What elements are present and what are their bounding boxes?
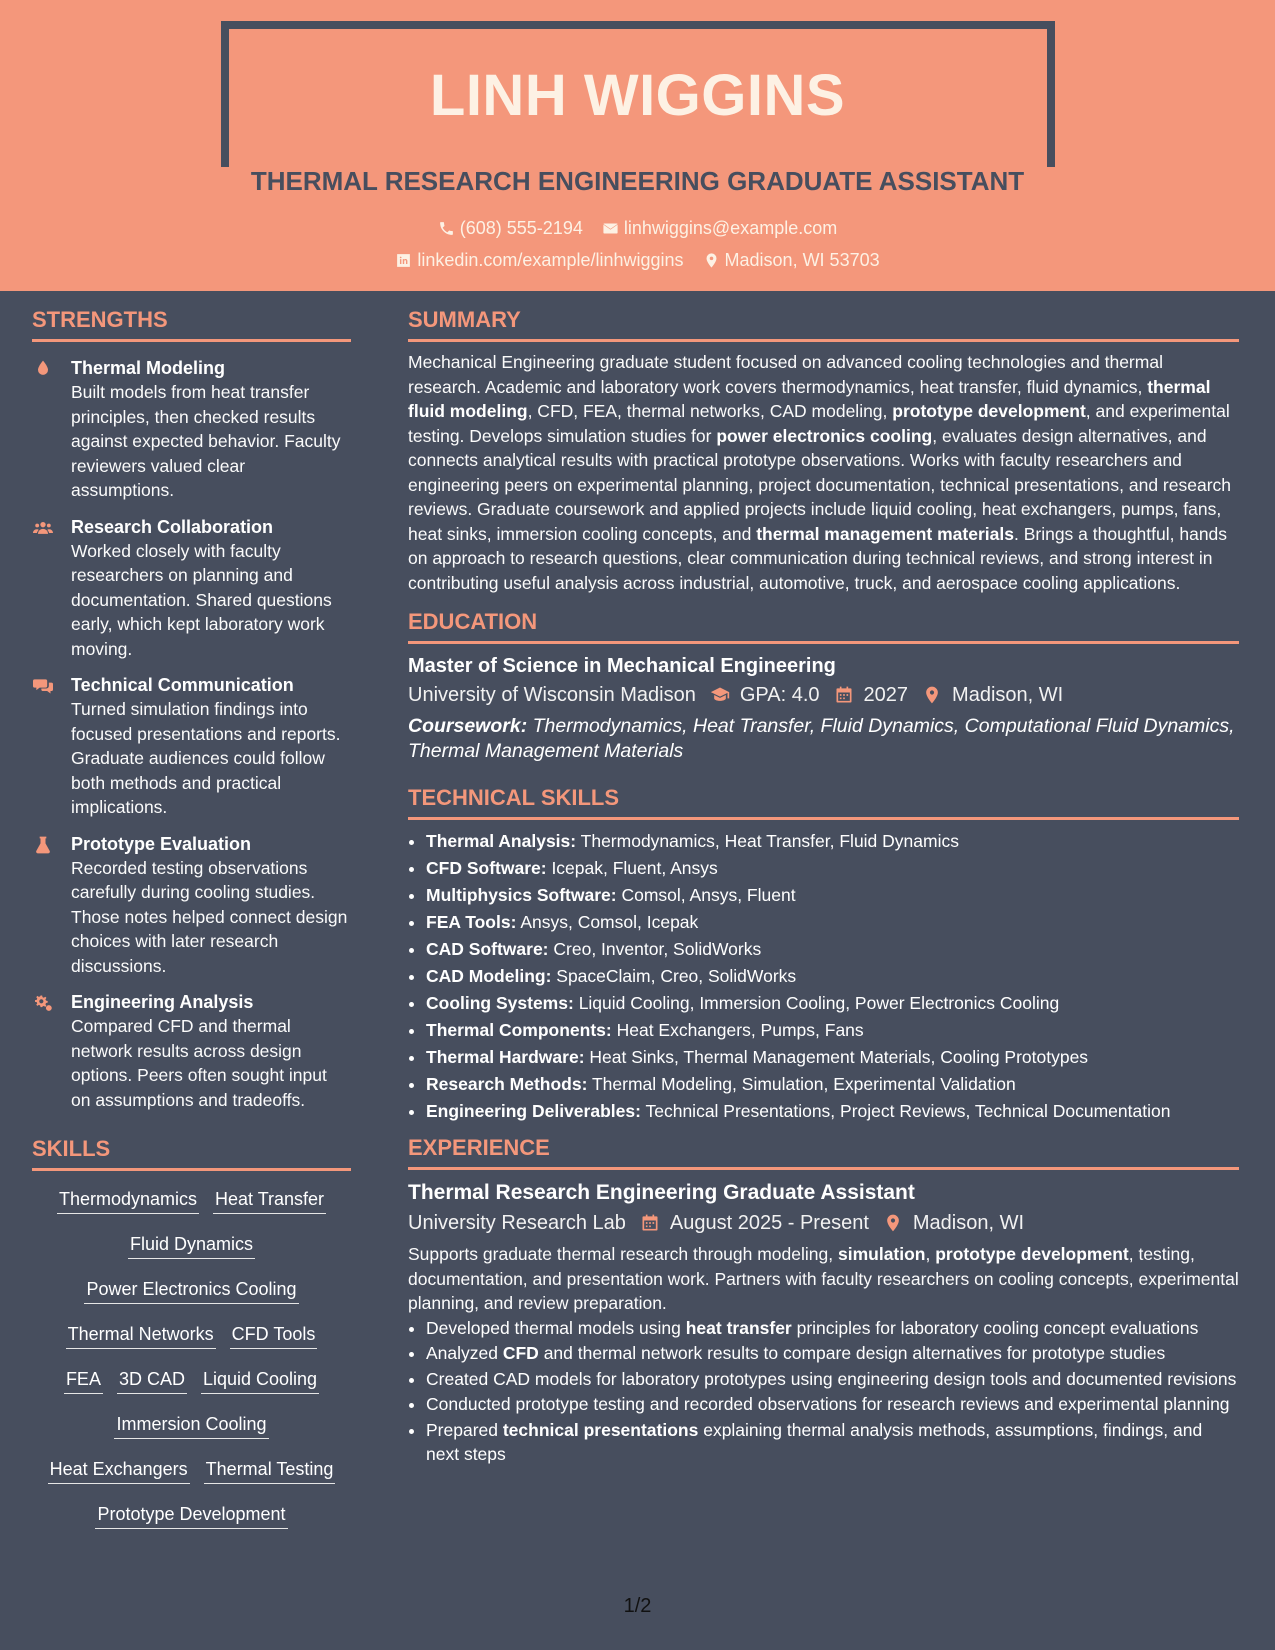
technical-skill-item [426, 882, 1239, 909]
text-run: and thermal network results to compare design alternatives for prototype studies [538, 1343, 1166, 1363]
emphasis-text: thermal management materials [756, 523, 1014, 544]
experience-intro [408, 1242, 1239, 1316]
comments-icon [32, 676, 54, 696]
skill-tag: FEA [64, 1367, 103, 1394]
skill-tag: CFD Tools [230, 1322, 318, 1349]
skills-cloud [32, 1187, 351, 1547]
technical-skill-item [426, 1017, 1239, 1044]
users-icon [32, 518, 54, 538]
skill-label: Multiphysics Software: [426, 885, 617, 905]
page-number: 1/2 [623, 1595, 652, 1617]
summary-divider [408, 339, 1239, 342]
technical-skill-item [426, 909, 1239, 936]
skill-label: Thermal Analysis: [426, 831, 577, 851]
calendar-icon [640, 1213, 660, 1233]
strengths-heading: STRENGTHS [32, 307, 168, 332]
strength-title: Thermal Modeling [71, 358, 226, 378]
calendar-icon [834, 685, 854, 705]
linkedin-contact[interactable] [395, 250, 683, 271]
coursework-label: Coursework: [408, 715, 528, 737]
skills-heading: SKILLS [32, 1136, 111, 1161]
skill-value: Thermal Modeling, Simulation, Experimental Validation [591, 1074, 1016, 1094]
experience-job-title: Thermal Research Engineering Graduate Assistant [408, 1181, 915, 1204]
technical-skill-item [426, 963, 1239, 990]
year-text: 2027 [863, 684, 909, 706]
strength-item [32, 990, 351, 1112]
gpa-text: GPA: 4.0 [739, 684, 820, 706]
skill-tag: Thermodynamics [57, 1187, 199, 1214]
strength-description: Built models from heat transfer principles, then checked results against expected behavior. Faculty reviewers valued clear assumptions. [71, 382, 341, 500]
technical-skill-item [426, 828, 1239, 855]
employer-item [408, 1208, 626, 1238]
dates-item [640, 1208, 869, 1238]
strength-item [32, 356, 351, 503]
strengths-list [32, 356, 351, 1112]
text-run: Mechanical Engineering graduate student focused on advanced cooling technologies and thermal research. Academic and laboratory work covers thermodynamics, heat transfer, fluid dynamics, [408, 352, 1163, 397]
skill-tag: Immersion Cooling [114, 1412, 268, 1439]
technical-skills-divider [408, 817, 1239, 820]
skill-value: Technical Presentations, Project Reviews, Technical Documentation [645, 1101, 1171, 1121]
resume-header [0, 0, 1275, 291]
text-run: Prepared [426, 1419, 503, 1440]
text-run: , and experimental testing. Develops simulation studies for [408, 401, 1230, 446]
technical-skill-item [426, 936, 1239, 963]
emphasis-text: technical presentations [502, 1419, 699, 1440]
text-run: , evaluates design alternatives, and connects analytical results with practical prototype observations. Works with faculty researchers and engineering peers on experimental planning, project documentation, technical presentations, and research reviews. Graduate coursework and applied projects include liquid cooling, heat exchangers, pumps, fans, heat sinks, immersion cooling concepts, and [408, 425, 1232, 544]
skills-divider [32, 1168, 351, 1171]
experience-bullet [426, 1341, 1239, 1366]
year-item [834, 680, 909, 710]
text-run: Developed thermal models using [426, 1317, 686, 1338]
emphasis-text: thermal fluid modeling [408, 376, 1211, 421]
technical-skill-item [426, 855, 1239, 882]
skill-label: Thermal Components: [426, 1020, 612, 1040]
skill-tag: Power Electronics Cooling [84, 1277, 298, 1304]
skill-label: Thermal Hardware: [426, 1047, 585, 1067]
text-run: Conducted prototype testing and recorded observations for research reviews and experimental planning [426, 1394, 1230, 1414]
skill-row [32, 1322, 351, 1367]
skill-value: Thermodynamics, Heat Transfer, Fluid Dynamics [580, 831, 959, 851]
skill-value: Creo, Inventor, SolidWorks [553, 939, 762, 959]
right-column [408, 305, 1239, 1468]
education-heading: EDUCATION [408, 609, 538, 634]
text-run: Created CAD models for laboratory prototypes using engineering design tools and documented revisions [426, 1368, 1237, 1389]
text-run: principles for laboratory cooling concept evaluations [791, 1317, 1199, 1338]
skill-tag: Fluid Dynamics [128, 1232, 255, 1259]
left-column [32, 305, 351, 1547]
skill-label: Engineering Deliverables: [426, 1101, 641, 1121]
strength-title: Engineering Analysis [71, 992, 254, 1012]
text-run: explaining thermal analysis methods, assumptions, findings, and next steps [426, 1419, 1203, 1464]
phone-icon [438, 220, 455, 237]
strength-title: Prototype Evaluation [71, 833, 252, 854]
emphasis-text: simulation [837, 1244, 926, 1264]
gears-icon [32, 993, 54, 1013]
emphasis-text: heat transfer [685, 1317, 792, 1338]
emphasis-text: prototype development [935, 1244, 1129, 1264]
gpa-item [710, 680, 820, 710]
skill-label: CFD Software: [426, 858, 547, 878]
phone-text: (608) 555-2194 [459, 218, 583, 238]
location-text: Madison, WI 53703 [724, 250, 880, 270]
skill-label: Research Methods: [426, 1074, 588, 1094]
skill-row [32, 1412, 351, 1457]
email-contact[interactable] [602, 218, 837, 239]
skill-label: FEA Tools: [426, 912, 517, 932]
droplet-icon [32, 359, 54, 379]
strength-description: Recorded testing observations carefully during cooling studies. Those notes helped connect design choices with later research discussions. [71, 857, 348, 976]
contact-row-2 [0, 250, 1275, 274]
skill-row [32, 1367, 351, 1412]
strength-title: Technical Communication [71, 675, 294, 695]
exp-location-text: Madison, WI [912, 1212, 1025, 1234]
skill-label: Cooling Systems: [426, 993, 574, 1013]
envelope-icon [602, 220, 619, 237]
skill-tag: Thermal Testing [204, 1457, 336, 1484]
flask-icon [32, 835, 54, 855]
edu-location-item [922, 680, 1063, 710]
skill-label: CAD Modeling: [426, 966, 552, 986]
emphasis-text: CFD [502, 1343, 539, 1363]
experience-bullets [408, 1316, 1239, 1467]
technical-skill-item [426, 1071, 1239, 1098]
candidate-name: LINH WIGGINS [429, 63, 846, 128]
strength-item [32, 515, 351, 662]
skill-row [32, 1187, 351, 1232]
edu-location-text: Madison, WI [952, 684, 1064, 706]
skill-tag: Prototype Development [95, 1502, 287, 1529]
skill-row [32, 1232, 351, 1277]
experience-bullet [426, 1367, 1239, 1392]
experience-heading: EXPERIENCE [408, 1135, 550, 1160]
school-text: University of Wisconsin Madison [408, 684, 696, 706]
map-marker-icon [883, 1213, 903, 1233]
map-marker-icon [922, 685, 942, 705]
experience-bullet [426, 1392, 1239, 1417]
emphasis-text: prototype development [892, 401, 1086, 421]
strength-description: Worked closely with faculty researchers on planning and documentation. Shared questions early, which kept laboratory work moving. [71, 540, 332, 659]
strength-item [32, 673, 351, 820]
technical-skills-heading: TECHNICAL SKILLS [408, 785, 620, 810]
text-run: , testing, documentation, and presentation work. Partners with faculty researchers on cooling concepts, experimental planning, and review preparation. [408, 1244, 1239, 1313]
job-title: THERMAL RESEARCH ENGINEERING GRADUATE ASSISTANT [250, 166, 1025, 196]
education-meta [408, 680, 1239, 710]
strengths-divider [32, 339, 351, 342]
skill-value: Icepak, Fluent, Ansys [551, 858, 718, 878]
technical-skill-item [426, 990, 1239, 1017]
education-divider [408, 641, 1239, 644]
skill-value: Liquid Cooling, Immersion Cooling, Power Electronics Cooling [578, 993, 1060, 1013]
email-text: linhwiggins@example.com [623, 218, 838, 238]
map-marker-icon [703, 252, 720, 269]
skill-row [32, 1277, 351, 1322]
phone-contact[interactable] [438, 218, 583, 239]
emphasis-text: power electronics cooling [716, 425, 933, 446]
graduation-cap-icon [710, 685, 730, 705]
skill-value: Heat Exchangers, Pumps, Fans [616, 1020, 864, 1040]
skill-row [32, 1457, 351, 1502]
skill-tag: Thermal Networks [66, 1322, 216, 1349]
experience-meta [408, 1208, 1239, 1238]
contact-row-1 [0, 218, 1275, 242]
summary-text [408, 350, 1239, 595]
coursework-list: Thermodynamics, Heat Transfer, Fluid Dynamics, Computational Fluid Dynamics, Thermal Management Materials [408, 715, 1235, 762]
skill-tag: Heat Exchangers [48, 1457, 190, 1484]
text-run: , CFD, FEA, thermal networks, CAD modeling, [527, 401, 893, 421]
text-run: Analyzed [426, 1343, 503, 1363]
skill-value: Ansys, Comsol, Icepak [520, 912, 699, 932]
text-run: . Brings a thoughtful, hands on approach to research questions, clear communication during technical reviews, and strong interest in contributing useful analysis across industrial, automotive, truck, and aerospace cooling applications. [408, 523, 1228, 593]
text-run: , [925, 1244, 936, 1264]
linkedin-icon [395, 252, 412, 269]
linkedin-text: linkedin.com/example/linhwiggins [417, 250, 684, 270]
technical-skills-list [408, 828, 1239, 1125]
strength-description: Turned simulation findings into focused presentations and reports. Graduate audiences could follow both methods and practical implications. [71, 699, 341, 817]
strength-item [32, 832, 351, 979]
exp-location-item [883, 1208, 1024, 1238]
skill-value: Comsol, Ansys, Fluent [621, 885, 796, 905]
employer-text: University Research Lab [408, 1212, 626, 1234]
dates-text: August 2025 - Present [669, 1212, 869, 1234]
school-name [408, 680, 696, 710]
skill-tag: Heat Transfer [213, 1187, 326, 1214]
skill-tag: Liquid Cooling [201, 1367, 319, 1394]
experience-bullet [426, 1418, 1239, 1467]
summary-heading: SUMMARY [408, 307, 521, 332]
technical-skill-item [426, 1044, 1239, 1071]
skill-label: CAD Software: [426, 939, 549, 959]
strength-title: Research Collaboration [71, 516, 274, 537]
location-contact [703, 250, 880, 271]
coursework [408, 714, 1239, 763]
skill-value: SpaceClaim, Creo, SolidWorks [556, 966, 797, 986]
experience-bullet [426, 1316, 1239, 1341]
technical-skill-item [426, 1098, 1239, 1125]
skill-value: Heat Sinks, Thermal Management Materials, Cooling Prototypes [589, 1047, 1089, 1067]
degree-title: Master of Science in Mechanical Engineering [408, 655, 836, 677]
skill-tag: 3D CAD [117, 1367, 187, 1394]
text-run: Supports graduate thermal research through modeling, [408, 1244, 838, 1264]
experience-divider [408, 1167, 1239, 1170]
strength-description: Compared CFD and thermal network results across design options. Peers often sought input on assumptions and tradeoffs. [71, 1016, 327, 1110]
skill-row [32, 1502, 351, 1547]
